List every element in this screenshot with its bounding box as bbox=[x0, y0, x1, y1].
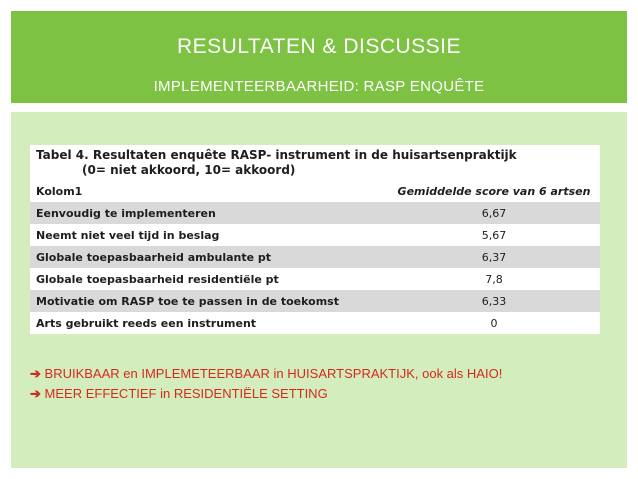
table-caption bbox=[30, 145, 600, 180]
bullet-item bbox=[30, 364, 502, 384]
right-arrow-icon: ➔ bbox=[30, 366, 41, 381]
table-row bbox=[30, 246, 600, 268]
bullet-item bbox=[30, 384, 502, 404]
slide-title: RESULTATEN & DISCUSSIE bbox=[176, 35, 462, 58]
row-label: Neemt niet veel tijd in beslag bbox=[36, 228, 220, 242]
row-value: 6,37 bbox=[388, 246, 600, 268]
conclusion-bullets bbox=[30, 364, 502, 404]
title-banner bbox=[11, 11, 627, 103]
caption-line-1: Tabel 4. Resultaten enquête RASP- instrument in de huisartsenpraktijk bbox=[36, 148, 517, 162]
row-label: Arts gebruikt reeds een instrument bbox=[36, 316, 257, 330]
table-row bbox=[30, 268, 600, 290]
bullet-text: MEER EFFECTIEF in RESIDENTIËLE SETTING bbox=[44, 386, 328, 401]
row-value: 6,33 bbox=[388, 290, 600, 312]
header-col2: Gemiddelde score van 6 artsen bbox=[388, 180, 600, 202]
row-label: Globale toepasbaarheid residentiële pt bbox=[36, 272, 279, 286]
row-label: Motivatie om RASP toe te passen in de toekomst bbox=[30, 290, 388, 312]
row-value: 6,67 bbox=[388, 202, 600, 224]
right-arrow-icon: ➔ bbox=[30, 386, 41, 401]
row-value: 7,8 bbox=[485, 272, 503, 286]
row-label: Eenvoudig te implementeren bbox=[30, 202, 388, 224]
header-col1: Kolom1 bbox=[30, 180, 388, 202]
caption-line-2: (0= niet akkoord, 10= akkoord) bbox=[82, 163, 296, 177]
row-value: 0 bbox=[490, 316, 498, 330]
table-header-row bbox=[30, 180, 600, 202]
table-row bbox=[30, 312, 600, 334]
table-row bbox=[30, 290, 600, 312]
score-table bbox=[30, 180, 600, 334]
table-row bbox=[30, 202, 600, 224]
row-label: Globale toepasbaarheid ambulante pt bbox=[30, 246, 388, 268]
table-row bbox=[30, 224, 600, 246]
slide-subtitle: IMPLEMENTEERBAARHEID: RASP ENQUÊTE bbox=[153, 78, 485, 95]
row-value: 5,67 bbox=[481, 228, 507, 242]
results-table bbox=[30, 145, 600, 334]
bullet-text: BRUIKBAAR en IMPLEMETEERBAAR in HUISARTSPRAKTIJK, ook als HAIO! bbox=[44, 366, 503, 381]
